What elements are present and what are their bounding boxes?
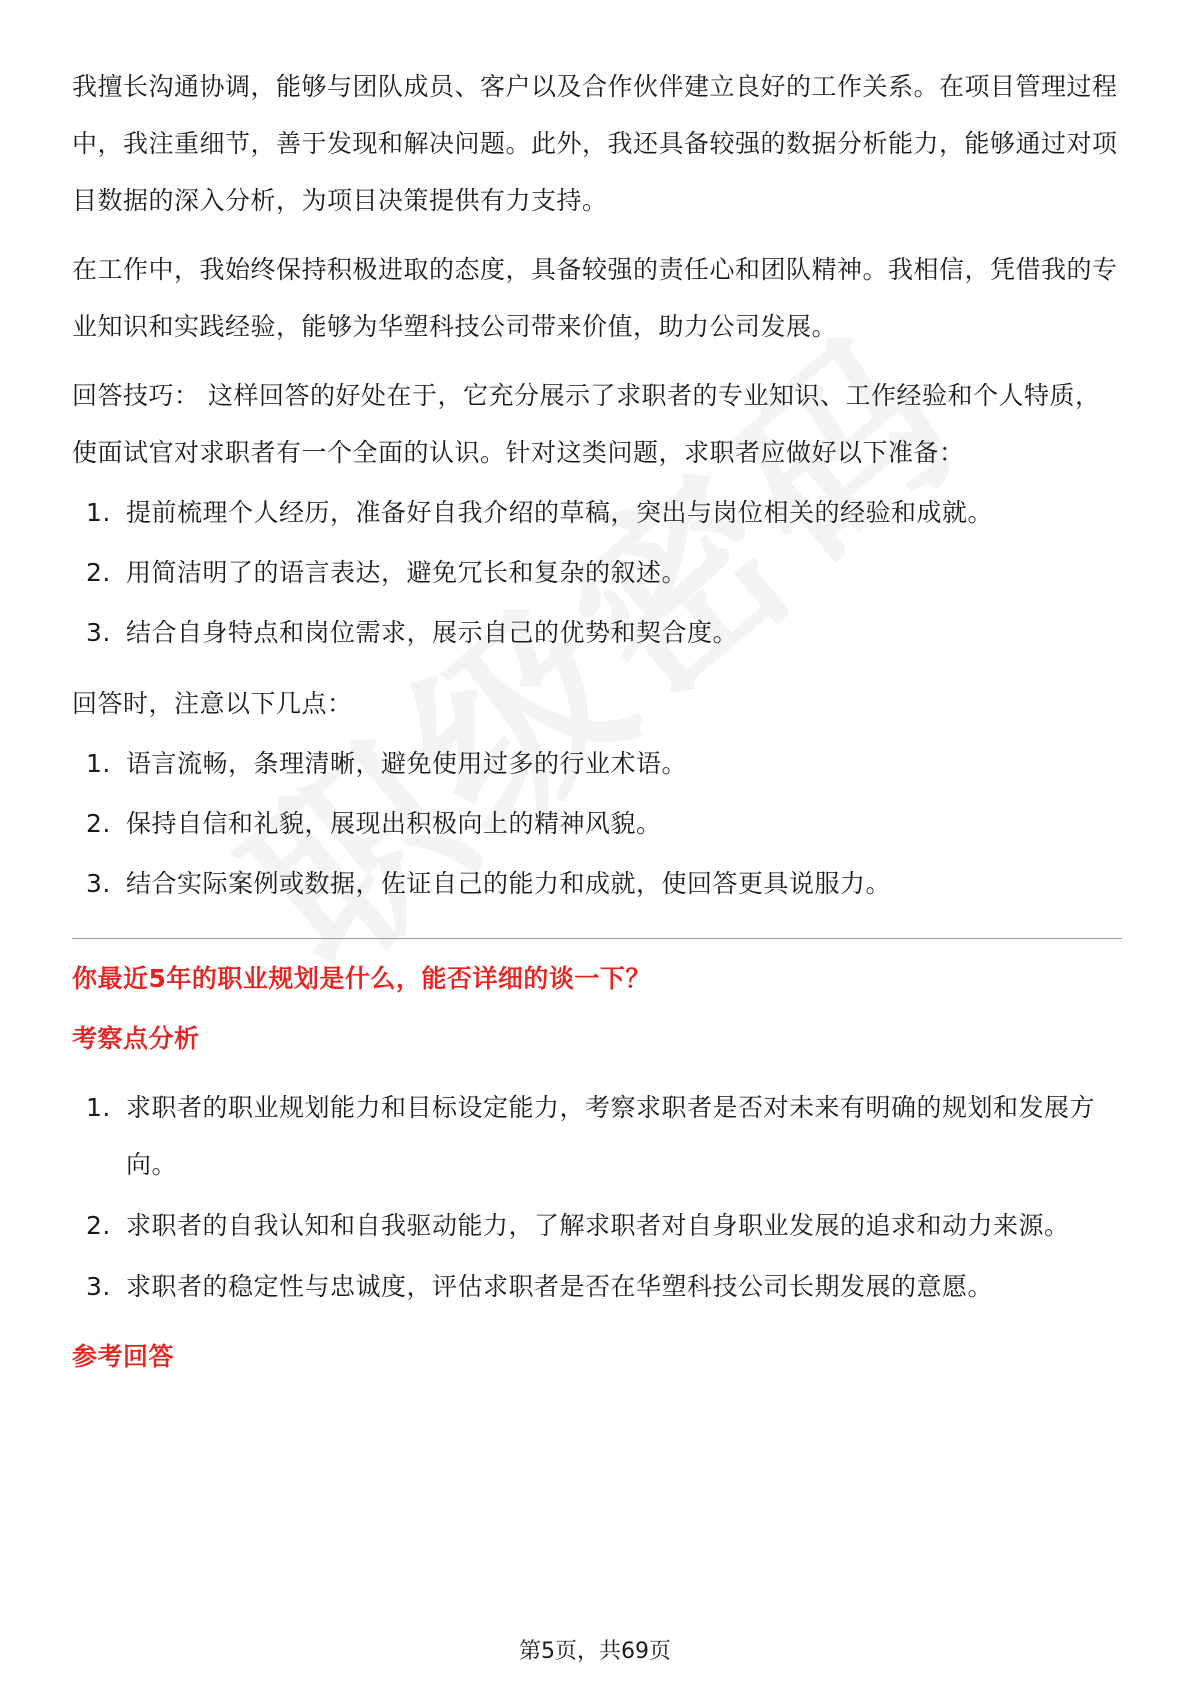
list-text: 语言流畅，条理清晰，避免使用过多的行业术语。 — [126, 749, 688, 778]
list-text: 求职者的自我认知和自我驱动能力，了解求职者对自身职业发展的追求和动力来源。 — [126, 1211, 1070, 1240]
list-text: 保持自信和礼貌，展现出积极向上的精神风貌。 — [126, 809, 662, 838]
list-item — [72, 804, 1122, 844]
page-number: 第5页，共69页 — [519, 1639, 671, 1664]
page-content — [72, 58, 1122, 1397]
list-text: 求职者的稳定性与忠诚度，评估求职者是否在华塑科技公司长期发展的意愿。 — [126, 1272, 994, 1301]
list-item — [72, 864, 1122, 904]
list-item — [72, 493, 1122, 533]
list-number: 3. — [86, 1272, 111, 1301]
list-item — [72, 613, 1122, 653]
list-number: 1. — [86, 1093, 111, 1122]
list-item — [72, 1258, 1122, 1315]
reference-heading: 参考回答 — [72, 1342, 175, 1371]
paragraph-attitude: 在工作中，我始终保持积极进取的态度，具备较强的责任心和团队精神。我相信，凭借我的专业知识和实践经验，能够为华塑科技公司带来价值，助力公司发展。 — [72, 255, 1118, 341]
list-number: 2. — [86, 558, 111, 587]
list-number: 3. — [86, 618, 111, 647]
section-divider — [72, 938, 1122, 939]
analysis-heading: 考察点分析 — [72, 1024, 200, 1053]
list-number: 2. — [86, 809, 111, 838]
list-number: 3. — [86, 869, 111, 898]
paragraph-skills: 我擅长沟通协调，能够与团队成员、客户以及合作伙伴建立良好的工作关系。在项目管理过程中，我注重细节，善于发现和解决问题。此外，我还具备较强的数据分析能力，能够通过对项目数据的深入分析，为项目决策提供有力支持。 — [72, 72, 1118, 215]
list-text: 求职者的职业规划能力和目标设定能力，考察求职者是否对未来有明确的规划和发展方向。 — [126, 1093, 1096, 1179]
list-text: 结合实际案例或数据，佐证自己的能力和成就，使回答更具说服力。 — [126, 869, 892, 898]
list-text: 结合自身特点和岗位需求，展示自己的优势和契合度。 — [126, 618, 739, 647]
question-title: 你最近5年的职业规划是什么，能否详细的谈一下？ — [72, 964, 651, 993]
list-text: 用简洁明了的语言表达，避免冗长和复杂的叙述。 — [126, 558, 688, 587]
analysis-list — [72, 1079, 1122, 1315]
paragraph-answer-tips: 回答技巧： 这样回答的好处在于，它充分展示了求职者的专业知识、工作经验和个人特质，使面试官对求职者有一个全面的认识。针对这类问题，求职者应做好以下准备： — [72, 381, 1101, 467]
list-number: 1. — [86, 498, 111, 527]
paragraph-notice-intro: 回答时，注意以下几点： — [72, 689, 353, 718]
notice-list — [72, 744, 1122, 904]
list-item — [72, 744, 1122, 784]
list-item — [72, 553, 1122, 593]
list-number: 1. — [86, 749, 111, 778]
list-text: 提前梳理个人经历，准备好自我介绍的草稿，突出与岗位相关的经验和成就。 — [126, 498, 994, 527]
list-item — [72, 1197, 1122, 1254]
list-item — [72, 1079, 1122, 1193]
list-number: 2. — [86, 1211, 111, 1240]
preparation-list — [72, 493, 1122, 653]
